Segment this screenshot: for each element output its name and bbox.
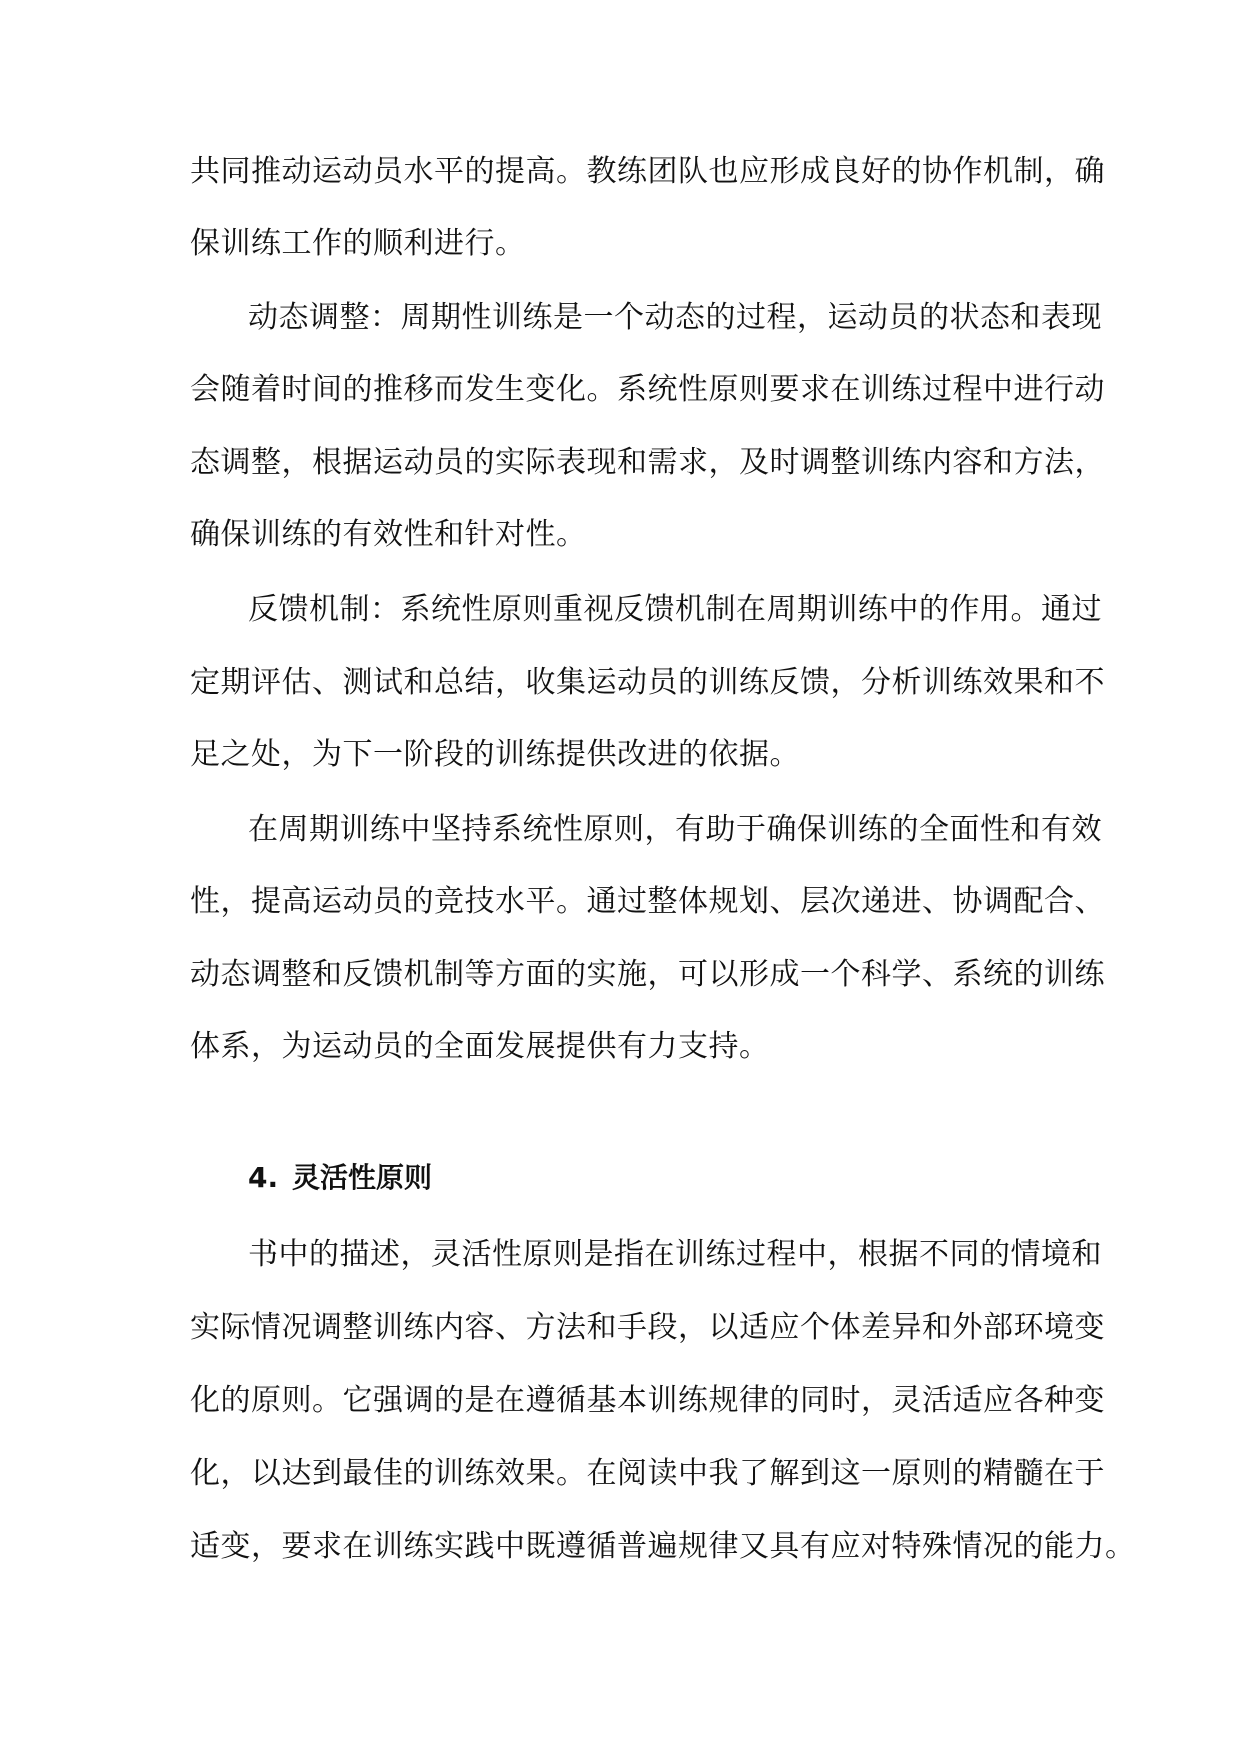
body-text-line: 化的原则。它强调的是在遵循基本训练规律的同时，灵活适应各种变: [190, 1383, 1105, 1418]
body-text-line: 共同推动运动员水平的提高。教练团队也应形成良好的协作机制，确: [190, 154, 1105, 189]
section-heading: [248, 1158, 432, 1198]
body-text-line: 保训练工作的顺利进行。: [190, 226, 526, 261]
body-text-line: 反馈机制：系统性原则重视反馈机制在周期训练中的作用。通过: [248, 592, 1102, 627]
body-text-line: 确保训练的有效性和针对性。: [190, 517, 587, 552]
body-text-line: 性，提高运动员的竞技水平。通过整体规划、层次递进、协调配合、: [190, 884, 1105, 919]
body-text-line: 足之处，为下一阶段的训练提供改进的依据。: [190, 737, 800, 772]
body-text-line: 化，以达到最佳的训练效果。在阅读中我了解到这一原则的精髓在于: [190, 1456, 1105, 1491]
body-text-line: 体系，为运动员的全面发展提供有力支持。: [190, 1029, 770, 1064]
section-number: 4.: [248, 1161, 279, 1194]
body-text-line: 动态调整：周期性训练是一个动态的过程，运动员的状态和表现: [248, 300, 1102, 335]
section-title: 灵活性原则: [292, 1161, 433, 1194]
body-text-line: 在周期训练中坚持系统性原则，有助于确保训练的全面性和有效: [248, 812, 1102, 847]
body-text-line: 态调整，根据运动员的实际表现和需求，及时调整训练内容和方法，: [190, 445, 1105, 480]
body-text-line: 书中的描述，灵活性原则是指在训练过程中，根据不同的情境和: [248, 1237, 1102, 1272]
body-text-line: 定期评估、测试和总结，收集运动员的训练反馈，分析训练效果和不: [190, 665, 1105, 700]
body-text-line: 适变，要求在训练实践中既遵循普遍规律又具有应对特殊情况的能力。: [190, 1529, 1136, 1564]
body-text-line: 实际情况调整训练内容、方法和手段，以适应个体差异和外部环境变: [190, 1310, 1105, 1345]
body-text-line: 会随着时间的推移而发生变化。系统性原则要求在训练过程中进行动: [190, 372, 1105, 407]
body-text-line: 动态调整和反馈机制等方面的实施，可以形成一个科学、系统的训练: [190, 957, 1105, 992]
